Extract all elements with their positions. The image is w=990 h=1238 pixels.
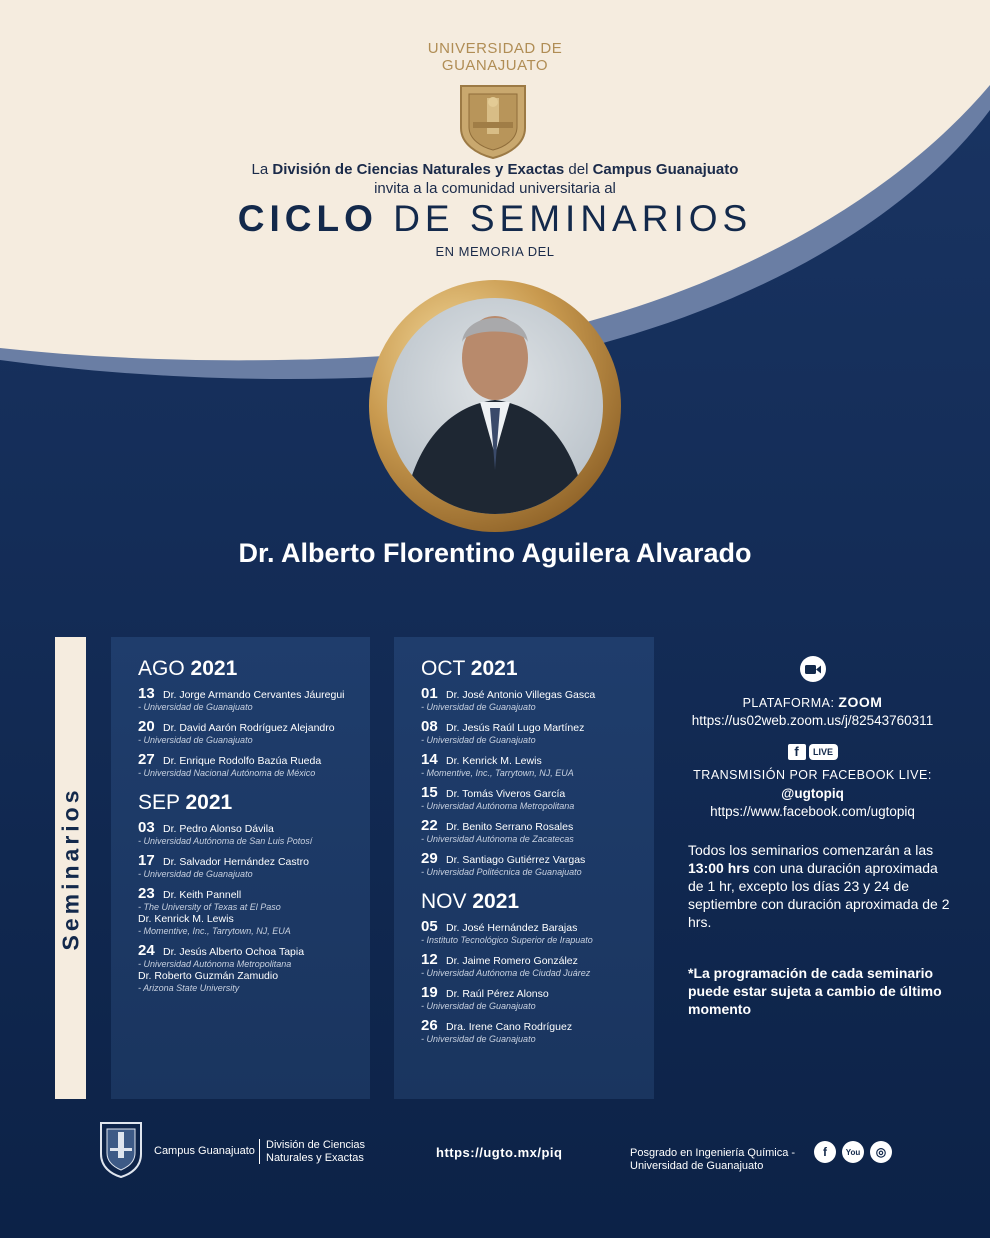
seminar-institution: - Universidad Autónoma Metropolitana <box>138 959 292 969</box>
intro-pre: La <box>251 161 273 178</box>
honoree-portrait <box>362 280 628 532</box>
video-camera-icon <box>800 656 826 682</box>
footer-divider <box>259 1139 260 1164</box>
seminar-speaker: Dr. José Antonio Villegas Gasca <box>446 689 596 701</box>
seminar-day: 15 <box>421 784 438 801</box>
month-heading <box>421 657 654 681</box>
seminar-entry <box>138 854 370 880</box>
seminar-speaker: Dr. José Hernández Barajas <box>446 922 578 934</box>
facebook-icon[interactable]: f <box>814 1141 836 1163</box>
footer-division-line1: División de Ciencias <box>266 1139 366 1151</box>
seminar-entry <box>138 887 370 937</box>
seminar-speaker: Dr. Raúl Pérez Alonso <box>446 988 549 1000</box>
schedule-column-2 <box>394 637 654 1099</box>
month-year: 2021 <box>190 657 238 680</box>
intro-line2: invita a la comunidad universitaria al <box>374 180 616 197</box>
seminar-institution: - Universidad Autónoma Metropolitana <box>421 801 575 811</box>
seminar-entry <box>138 720 370 746</box>
schedule-column-content <box>111 637 370 994</box>
seminar-institution: - Universidad de Guanajuato <box>421 1001 536 1011</box>
seminar-line <box>421 852 654 867</box>
seminar-institution: - Universidad Nacional Autónoma de México <box>138 768 316 778</box>
social-links <box>814 1141 892 1163</box>
seminar-institution: - Instituto Tecnológico Superior de Irapuato <box>421 935 593 945</box>
seminar-day: 23 <box>138 885 155 902</box>
seminar-day: 03 <box>138 819 155 836</box>
seminar-entry <box>421 687 654 713</box>
facebook-handle: @ugtopiq <box>781 786 844 801</box>
seminar-line <box>138 720 370 735</box>
seminar-day: 19 <box>421 984 438 1001</box>
seminar-entry <box>421 1019 654 1045</box>
seminar-speaker: Dr. Tomás Viveros García <box>446 788 566 800</box>
seminar-institution: - Universidad Politécnica de Guanajuato <box>421 867 582 877</box>
schedule-column-1 <box>111 637 370 1099</box>
seminar-institution: - Universidad de Guanajuato <box>421 1034 536 1044</box>
intro-text <box>0 160 990 198</box>
facebook-label: TRANSMISIÓN POR FACEBOOK LIVE: <box>693 768 932 782</box>
note-post: con una duración aproximada de 1 hr, excepto los días 23 y 24 de septiembre con duración aproximada de 2 hrs. <box>688 860 950 930</box>
seminar-institution-2: - Arizona State University <box>138 983 240 993</box>
seminar-line <box>138 753 370 768</box>
month-year: 2021 <box>185 791 233 814</box>
platform-label-text: PLATAFORMA: <box>742 696 839 710</box>
seminar-day: 24 <box>138 942 155 959</box>
seminar-line <box>421 920 654 935</box>
seminar-entry <box>138 944 370 994</box>
university-name <box>0 40 990 74</box>
seminar-speaker: Dr. Jorge Armando Cervantes Jáuregui <box>163 689 345 701</box>
youtube-icon[interactable]: You <box>842 1141 864 1163</box>
month-name: OCT <box>421 657 465 680</box>
seminar-day: 08 <box>421 718 438 735</box>
seminar-speaker: Dr. Jesús Raúl Lugo Martínez <box>446 722 585 734</box>
seminar-day: 17 <box>138 852 155 869</box>
month-name: NOV <box>421 890 467 913</box>
seminar-speaker: Dr. Santiago Gutiérrez Vargas <box>446 854 586 866</box>
seminar-speaker-2: Dr. Kenrick M. Lewis <box>138 913 234 925</box>
seminar-speaker: Dr. Pedro Alonso Dávila <box>163 823 274 835</box>
seminar-entry <box>138 753 370 779</box>
seminar-speaker: Dr. Keith Pannell <box>163 889 242 901</box>
month-heading <box>421 890 654 914</box>
footer-posgrado-line2: Universidad de Guanajuato <box>630 1160 764 1172</box>
month-heading <box>138 791 370 815</box>
month-name: AGO <box>138 657 185 680</box>
month-block <box>421 890 654 1045</box>
title-bold: CICLO <box>237 198 378 239</box>
footer-url-link[interactable]: https://ugto.mx/piq <box>436 1145 563 1160</box>
seminar-day: 14 <box>421 751 438 768</box>
university-name-line2: GUANAJUATO <box>441 57 549 74</box>
seminar-institution: - Universidad de Guanajuato <box>421 702 536 712</box>
title-rest: DE SEMINARIOS <box>393 198 753 239</box>
note-time: 13:00 hrs <box>688 860 750 876</box>
intro-division: División de Ciencias Naturales y Exactas <box>272 161 565 178</box>
month-block <box>138 791 370 994</box>
seminar-speaker: Dr. Jaime Romero González <box>446 955 578 967</box>
seminarios-tab-label: Seminarios <box>57 786 83 950</box>
info-panel <box>670 656 955 1018</box>
month-block <box>138 657 370 779</box>
seminar-institution: - Universidad Autónoma de Ciudad Juárez <box>421 968 591 978</box>
seminar-day: 29 <box>421 850 438 867</box>
seminar-entry <box>421 852 654 878</box>
page-title <box>0 198 990 240</box>
university-name-line1: UNIVERSIDAD DE <box>427 40 563 57</box>
schedule-warning: *La programación de cada seminario puede estar sujeta a cambio de último momento <box>688 965 942 1017</box>
month-heading <box>138 657 370 681</box>
note-pre: Todos los seminarios comenzarán a las <box>688 842 934 858</box>
seminar-entry <box>421 920 654 946</box>
footer-division-line2: Naturales y Exactas <box>266 1152 364 1164</box>
platform-name: ZOOM <box>838 694 883 710</box>
facebook-link[interactable]: https://www.facebook.com/ugtopiq <box>710 804 915 819</box>
seminar-institution: - Universidad de Guanajuato <box>138 869 253 879</box>
seminar-institution: - Universidad Autónoma de San Luis Potosí <box>138 836 313 846</box>
seminar-line <box>138 944 370 959</box>
seminar-day: 20 <box>138 718 155 735</box>
seminar-line <box>421 986 654 1001</box>
seminar-institution: - Momentive, Inc., Tarrytown, NJ, EUA <box>421 768 574 778</box>
seminar-institution-2: - Momentive, Inc., Tarrytown, NJ, EUA <box>138 926 291 936</box>
seminar-day: 27 <box>138 751 155 768</box>
seminar-speaker-2: Dr. Roberto Guzmán Zamudio <box>138 970 279 982</box>
seminar-speaker: Dr. Kenrick M. Lewis <box>446 755 542 767</box>
campus-crest-icon <box>98 1120 144 1180</box>
seminar-institution: - The University of Texas at El Paso <box>138 902 281 912</box>
seminar-day: 12 <box>421 951 438 968</box>
footer-division <box>266 1139 365 1165</box>
seminar-speaker: Dra. Irene Cano Rodríguez <box>446 1021 573 1033</box>
platform-label <box>670 694 955 710</box>
seminar-institution: - Universidad Autónoma de Zacatecas <box>421 834 574 844</box>
intro-campus: Campus Guanajuato <box>592 161 739 178</box>
seminar-institution: - Universidad de Guanajuato <box>138 735 253 745</box>
seminar-line <box>421 953 654 968</box>
facebook-live-badge <box>670 744 955 760</box>
seminar-institution: - Universidad de Guanajuato <box>421 735 536 745</box>
footer-posgrado <box>630 1147 795 1173</box>
seminar-day: 13 <box>138 685 155 702</box>
seminar-entry <box>421 720 654 746</box>
seminarios-tab-label-wrap <box>55 637 86 1099</box>
seminar-line <box>138 687 370 702</box>
seminar-line <box>138 821 370 836</box>
month-year: 2021 <box>470 657 518 680</box>
seminar-day: 01 <box>421 685 438 702</box>
live-badge: LIVE <box>809 744 838 760</box>
seminar-entry <box>421 786 654 812</box>
seminar-speaker: Dr. Enrique Rodolfo Bazúa Rueda <box>163 755 322 767</box>
seminar-entry <box>421 819 654 845</box>
seminar-day: 22 <box>421 817 438 834</box>
seminar-speaker: Dr. Benito Serrano Rosales <box>446 821 574 833</box>
seminar-entry <box>421 753 654 779</box>
seminar-speaker: Dr. David Aarón Rodríguez Alejandro <box>163 722 335 734</box>
footer-campus: Campus Guanajuato <box>154 1145 255 1157</box>
page-subtitle: EN MEMORIA DEL <box>435 244 555 259</box>
seminar-line <box>421 687 654 702</box>
seminar-line <box>138 887 370 902</box>
seminar-line <box>421 819 654 834</box>
zoom-link[interactable]: https://us02web.zoom.us/j/82543760311 <box>691 713 934 728</box>
seminar-entry <box>421 953 654 979</box>
seminar-line <box>421 1019 654 1034</box>
month-year: 2021 <box>472 890 520 913</box>
honoree-name: Dr. Alberto Florentino Aguilera Alvarado <box>238 538 752 568</box>
seminar-speaker: Dr. Salvador Hernández Castro <box>163 856 309 868</box>
instagram-icon[interactable]: ◎ <box>870 1141 892 1163</box>
schedule-column-content <box>394 637 654 1045</box>
schedule-note <box>670 841 955 931</box>
footer-posgrado-line1: Posgrado en Ingeniería Química - <box>630 1147 796 1159</box>
seminar-speaker: Dr. Jesús Alberto Ochoa Tapia <box>163 946 305 958</box>
seminar-line <box>421 786 654 801</box>
facebook-icon: f <box>788 744 806 760</box>
university-crest-icon <box>457 82 529 160</box>
seminar-day: 05 <box>421 918 438 935</box>
seminar-entry <box>138 687 370 713</box>
seminar-line <box>421 753 654 768</box>
seminar-day: 26 <box>421 1017 438 1034</box>
seminar-line <box>138 854 370 869</box>
seminar-entry <box>421 986 654 1012</box>
seminar-line <box>421 720 654 735</box>
seminar-institution: - Universidad de Guanajuato <box>138 702 253 712</box>
month-name: SEP <box>138 791 180 814</box>
seminar-entry <box>138 821 370 847</box>
month-block <box>421 657 654 878</box>
intro-mid: del <box>564 161 593 178</box>
